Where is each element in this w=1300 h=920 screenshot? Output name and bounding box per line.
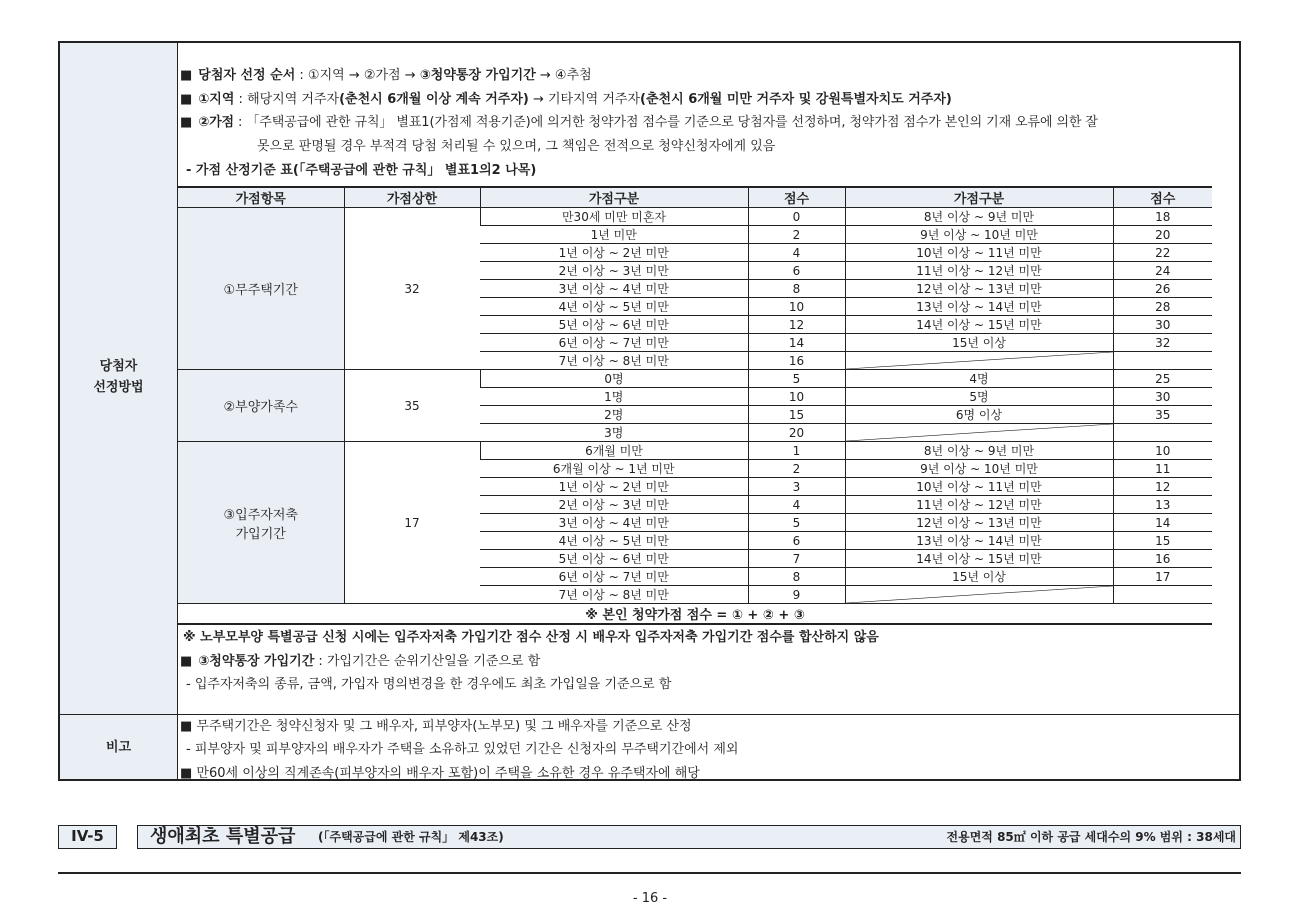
section-number-box [58,825,117,849]
cell-score: 7 [748,550,845,568]
cell-score: 8 [748,568,845,586]
cell-division-2: 8년 이상 ~ 9년 미만 [845,442,1113,460]
cell-division: 2년 이상 ~ 3년 미만 [480,496,748,514]
cell-division-2: 6명 이상 [845,406,1113,424]
cell-score: 9 [748,586,845,604]
cell-division: 6개월 미만 [480,442,748,460]
subscription-period-line: ■ ③청약통장 가입기간 : 가입기간은 순위기산일을 기준으로 함 [180,654,541,669]
points-line: ■ ②가점 : 「주택공급에 관한 규칙」 별표1(가점제 적용기준)에 의거한 청약가점 점수를 기준으로 당첨자를 선정하며, 청약가점 점수가 본인의 기재 오류에 의한 잘 [180,115,1098,130]
cell-score: 6 [748,532,845,550]
cell-score: 2 [748,460,845,478]
cell-division-2: 15년 이상 [845,568,1113,586]
cell-division: 1년 이상 ~ 2년 미만 [480,478,748,496]
header-max: 가점상한 [344,187,480,208]
cell-score-2 [1113,586,1212,604]
table-row [178,370,1212,388]
table-row [178,208,1212,226]
cell-division-2: 14년 이상 ~ 15년 미만 [845,316,1113,334]
cell-score: 16 [748,352,845,370]
points-category: ①무주택기간 [178,208,344,370]
empty-diagonal-cell [845,586,1113,604]
label-column [60,43,178,779]
points-category: ③입주자저축 가입기간 [178,442,344,604]
cell-division: 1년 이상 ~ 2년 미만 [480,244,748,262]
cell-division-2: 15년 이상 [845,334,1113,352]
cell-score: 6 [748,262,845,280]
total-formula: ※ 본인 청약가점 점수 = ① + ② + ③ [178,604,1212,625]
cell-division: 5년 이상 ~ 6년 미만 [480,316,748,334]
cell-division-2: 11년 이상 ~ 12년 미만 [845,496,1113,514]
cell-score: 14 [748,334,845,352]
cell-score-2: 13 [1113,496,1212,514]
section-number: IV-5 [71,827,104,845]
diagonal-line [846,424,1113,441]
total-row [178,604,1212,625]
cell-score: 20 [748,424,845,442]
section-title: 생애최초 특별공급 [150,826,296,847]
cell-division-2: 8년 이상 ~ 9년 미만 [845,208,1113,226]
cell-division: 1명 [480,388,748,406]
cell-division: 7년 이상 ~ 8년 미만 [480,586,748,604]
cell-score: 5 [748,370,845,388]
cell-division: 4년 이상 ~ 5년 미만 [480,532,748,550]
cell-division-2: 4명 [845,370,1113,388]
cell-division: 3명 [480,424,748,442]
diagonal-line [846,586,1113,603]
cell-division: 5년 이상 ~ 6년 미만 [480,550,748,568]
cell-score-2: 18 [1113,208,1212,226]
cell-score-2: 25 [1113,370,1212,388]
cell-score: 1 [748,442,845,460]
selection-order-line: ■ 당첨자 선정 순서 : ①지역 → ②가점 → ③청약통장 가입기간 → ④추첨 [180,68,592,83]
cell-score-2: 14 [1113,514,1212,532]
remark-2: - 피부양자 및 피부양자의 배우자가 주택을 소유하고 있었던 기간은 신청자의 무주택기간에서 제외 [186,742,739,757]
remark-3: ■ 만60세 이상의 직계존속(피부양자의 배우자 포함)이 주택을 소유한 경우 유주택자에 해당 [180,766,700,781]
cell-score-2: 26 [1113,280,1212,298]
section-label-remarks: 비고 [105,740,132,755]
cell-score: 12 [748,316,845,334]
empty-diagonal-cell [845,352,1113,370]
cell-division-2: 9년 이상 ~ 10년 미만 [845,226,1113,244]
section-label-selection: 당첨자 선정방법 [93,359,144,395]
cell-score: 5 [748,514,845,532]
cell-division-2: 9년 이상 ~ 10년 미만 [845,460,1113,478]
cell-division: 0명 [480,370,748,388]
cell-division: 6개월 이상 ~ 1년 미만 [480,460,748,478]
cell-score-2: 10 [1113,442,1212,460]
table-row [178,442,1212,460]
cell-division-2: 11년 이상 ~ 12년 미만 [845,262,1113,280]
cell-score-2: 12 [1113,478,1212,496]
cell-division-2: 14년 이상 ~ 15년 미만 [845,550,1113,568]
cell-division-2: 5명 [845,388,1113,406]
page-number: - 16 - [632,891,668,906]
section-subtitle: (「주택공급에 관한 규칙」 제43조) [318,830,504,844]
cell-division-2: 12년 이상 ~ 13년 미만 [845,280,1113,298]
cell-score-2: 16 [1113,550,1212,568]
cell-score-2: 24 [1113,262,1212,280]
cell-division: 2년 이상 ~ 3년 미만 [480,262,748,280]
header-division: 가점구분 [480,187,748,208]
cell-division: 4년 이상 ~ 5년 미만 [480,298,748,316]
header-score-2: 점수 [1113,187,1212,208]
cell-division: 2명 [480,406,748,424]
cell-score: 3 [748,478,845,496]
cell-division-2: 12년 이상 ~ 13년 미만 [845,514,1113,532]
footer-rule [58,872,1241,874]
cell-score-2: 11 [1113,460,1212,478]
cell-score: 4 [748,244,845,262]
header-item: 가점항목 [178,187,344,208]
points-max: 35 [344,370,480,442]
cell-division: 6년 이상 ~ 7년 미만 [480,334,748,352]
section-heading-box [137,825,1241,849]
cell-score: 8 [748,280,845,298]
cell-score-2: 17 [1113,568,1212,586]
cell-score-2: 15 [1113,532,1212,550]
spouse-note: ※ 노부모부양 특별공급 신청 시에는 입주자저축 가입기간 점수 산정 시 배우자 입주자저축 가입기간 점수를 합산하지 않음 [183,630,879,645]
cell-division: 1년 미만 [480,226,748,244]
cell-division: 6년 이상 ~ 7년 미만 [480,568,748,586]
region-line: ■ ①지역 : 해당지역 거주자(춘천시 6개월 이상 계속 거주자) → 기타지역 거주자(춘천시 6개월 미만 거주자 및 강원특별자치도 거주자) [180,92,952,107]
remark-1: ■ 무주택기간은 청약신청자 및 그 배우자, 피부양자(노부모) 및 그 배우자를 기준으로 산정 [180,719,692,734]
header-division-2: 가점구분 [845,187,1113,208]
cell-division-2: 13년 이상 ~ 14년 미만 [845,298,1113,316]
cell-score-2: 32 [1113,334,1212,352]
header-score: 점수 [748,187,845,208]
points-line-cont: 못으로 판명될 경우 부적격 당첨 처리될 수 있으며, 그 책임은 전적으로 청약신청자에게 있음 [257,139,776,154]
subscription-period-sub: - 입주자저축의 종류, 금액, 가입자 명의변경을 한 경우에도 최초 가입일을 기준으로 함 [186,677,672,692]
points-table [178,186,1212,625]
section-summary: 전용면적 85㎡ 이하 공급 세대수의 9% 범위 : 38세대 [946,830,1236,844]
empty-diagonal-cell [845,424,1113,442]
table-caption: - 가점 산정기준 표(「주택공급에 관한 규칙」 별표1의2 나목) [186,163,537,178]
cell-score: 10 [748,298,845,316]
cell-score-2: 30 [1113,316,1212,334]
points-max: 32 [344,208,480,370]
points-max: 17 [344,442,480,604]
cell-division-2: 13년 이상 ~ 14년 미만 [845,532,1113,550]
cell-division-2: 10년 이상 ~ 11년 미만 [845,478,1113,496]
cell-score-2 [1113,352,1212,370]
cell-score-2: 28 [1113,298,1212,316]
cell-division: 7년 이상 ~ 8년 미만 [480,352,748,370]
diagonal-line [846,352,1113,369]
cell-division: 만30세 미만 미혼자 [480,208,748,226]
cell-score-2 [1113,424,1212,442]
cell-division: 3년 이상 ~ 4년 미만 [480,280,748,298]
cell-score-2: 30 [1113,388,1212,406]
cell-division-2: 10년 이상 ~ 11년 미만 [845,244,1113,262]
cell-score: 15 [748,406,845,424]
cell-division: 3년 이상 ~ 4년 미만 [480,514,748,532]
cell-score-2: 35 [1113,406,1212,424]
cell-score: 4 [748,496,845,514]
cell-score: 2 [748,226,845,244]
points-category: ②부양가족수 [178,370,344,442]
cell-score: 0 [748,208,845,226]
table-header-row [178,187,1212,208]
cell-score-2: 20 [1113,226,1212,244]
cell-score-2: 22 [1113,244,1212,262]
cell-score: 10 [748,388,845,406]
